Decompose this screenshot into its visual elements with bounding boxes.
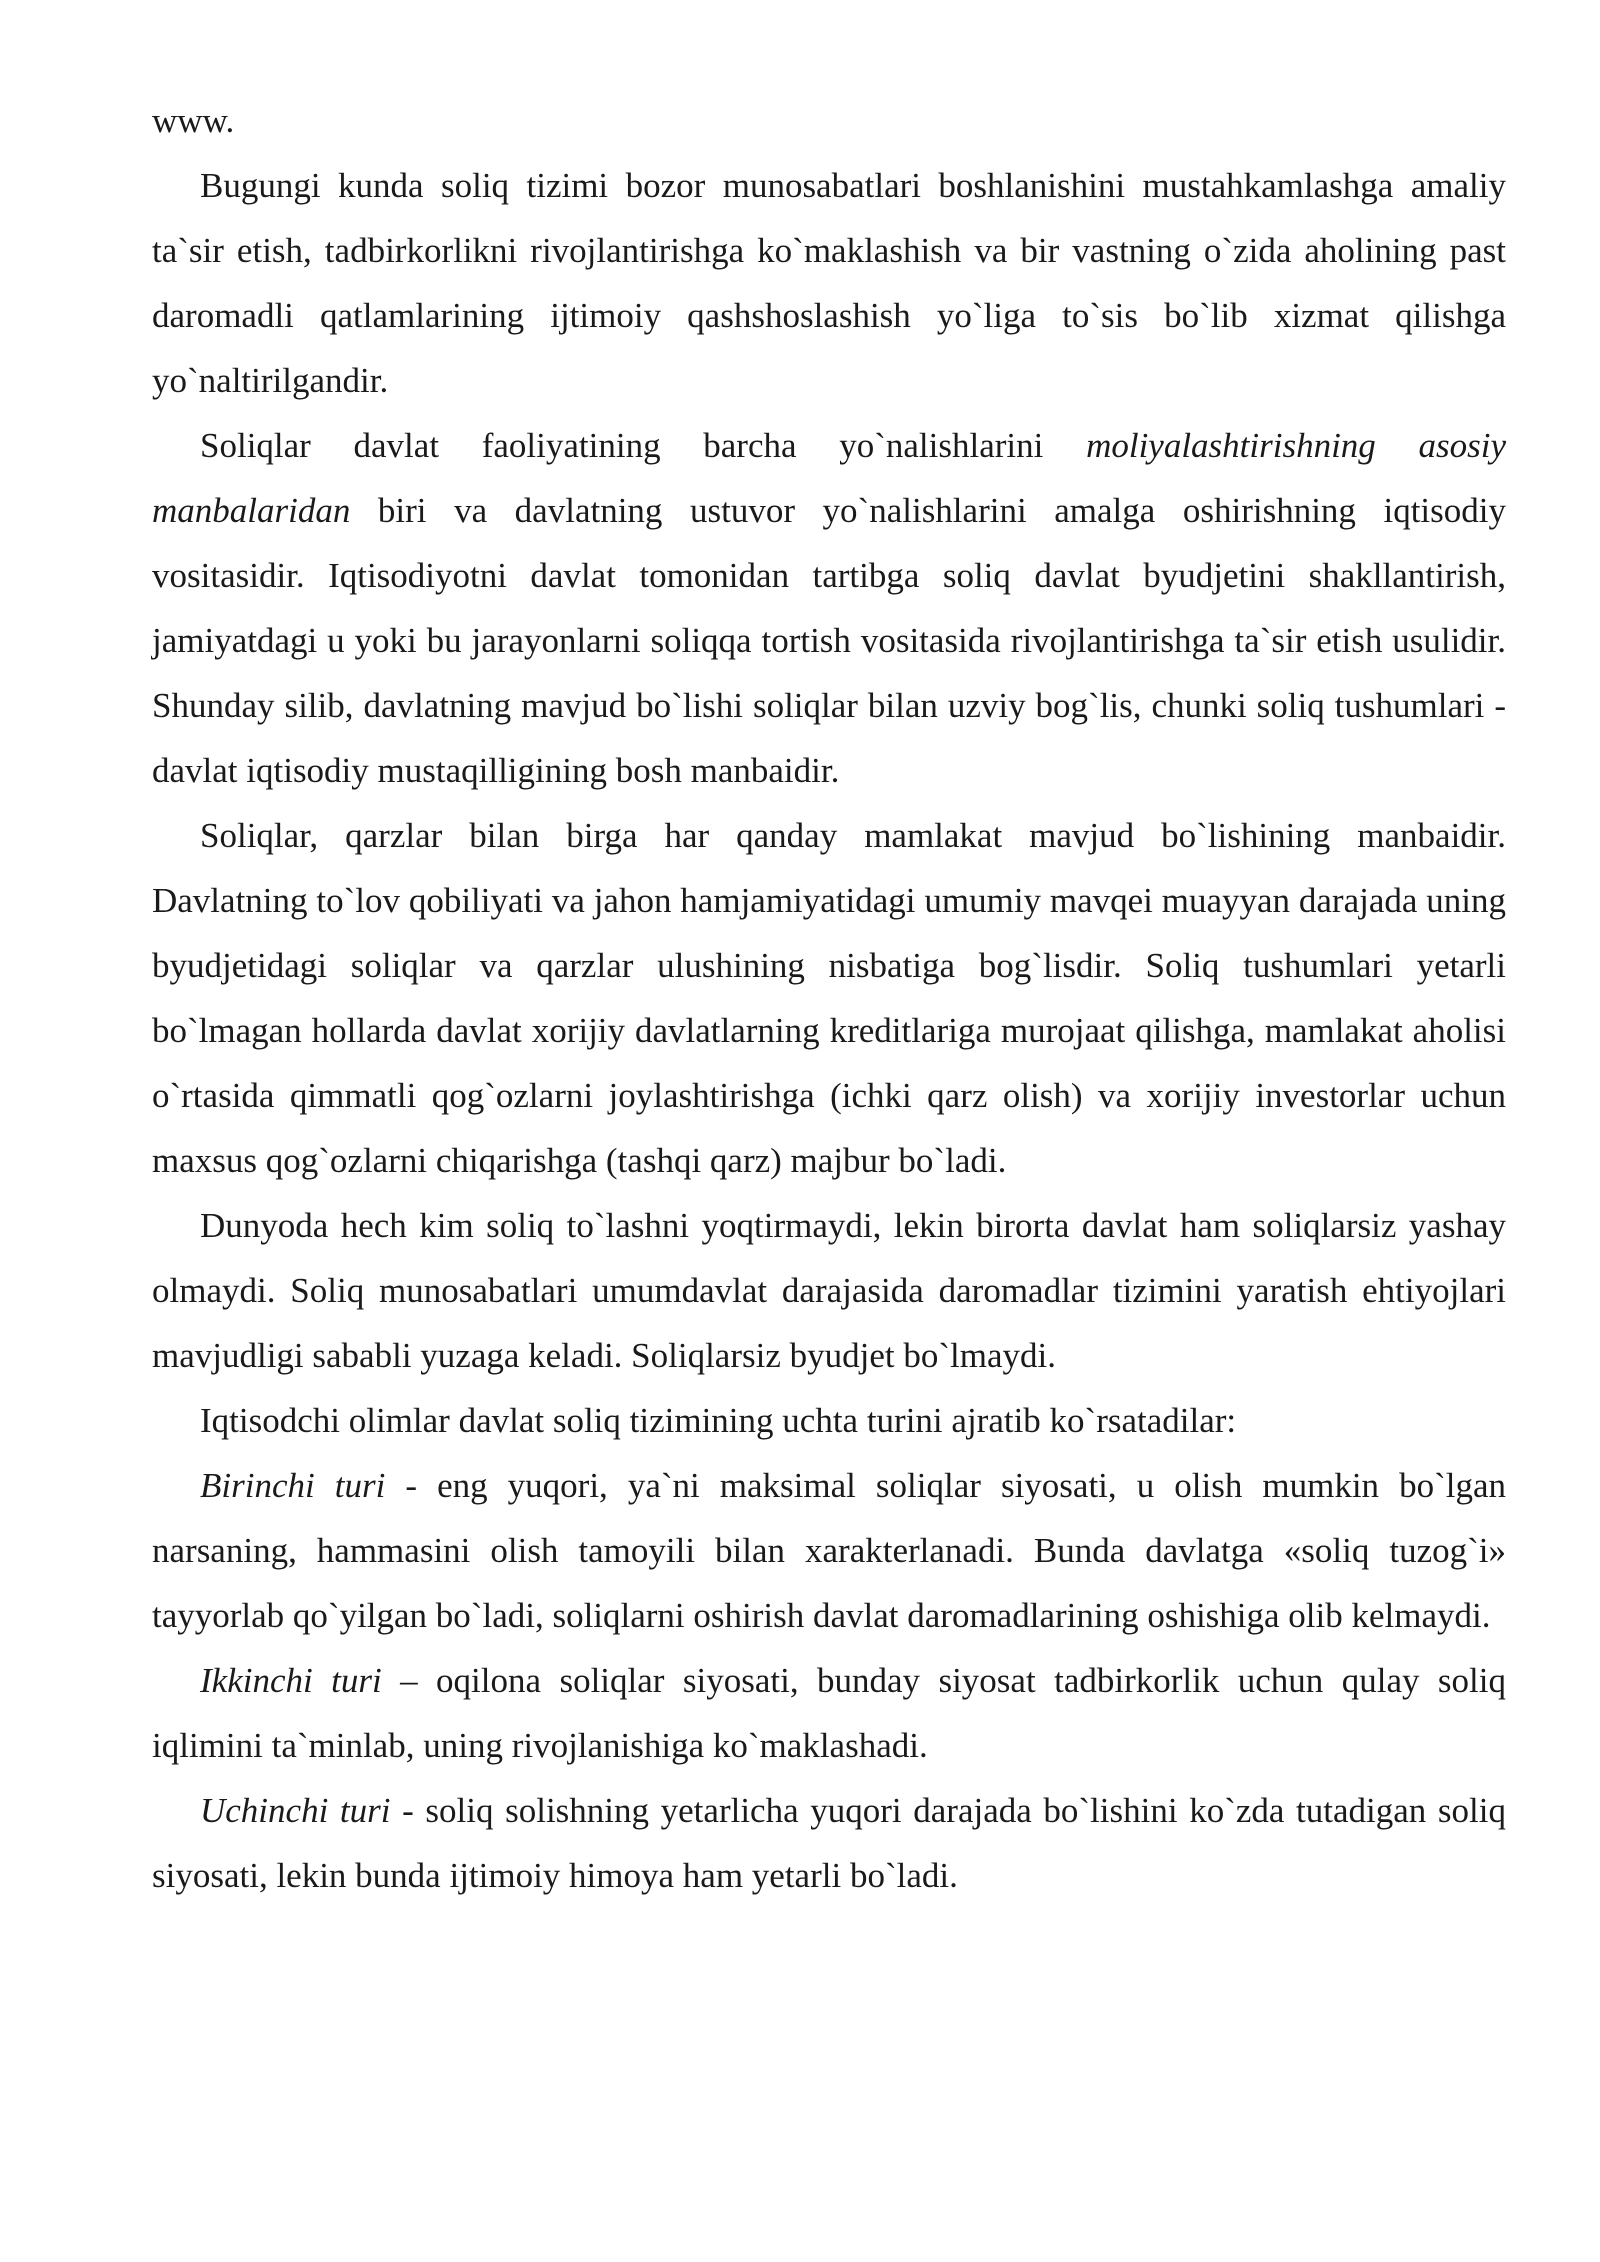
paragraph-2-emphasis: moliyalashtirishning asosiy manbalaridan (152, 426, 1506, 530)
paragraph-6-term: Birinchi turi (200, 1466, 386, 1505)
paragraph-3: Soliqlar, qarzlar bilan birga har qanday mamlakat mavjud bo`lishining manbaidir. Davlatning to`lov qobiliyati va jahon hamjamiyatidagi umumiy mavqei muayyan darajada uning byudjetidagi soliqlar va qarzlar ulushining nisbatiga bog`lisdir. Soliq tushumlari yetarli bo`lmagan hollarda davlat xorijiy davlatlarning kreditlariga murojaat qilishga, mamlakat aholisi o`rtasida qimmatli qog`ozlarni joylashtirishga (ichki qarz olish) va xorijiy investorlar uchun maxsus qog`ozlarni chiqarishga (tashqi qarz) majbur bo`ladi. (152, 816, 1506, 1180)
paragraph-2-rest: biri va davlatning ustuvor yo`nalishlarini amalga oshirishning iqtisodiy vositasidir. Iqtisodiyotni davlat tomonidan tartibga soliq davlat byudjetini shakllantirish, jamiyatdagi u yoki bu jarayonlarni soliqqa tortish vositasida rivojlantirishga ta`sir etish usulidir. Shunday silib, davlatning mavjud bo`lishi soliqlar bilan uzviy bog`lis, chunki soliq tushumlari - davlat iqtisodiy mustaqilligining bosh manbaidir. (152, 491, 1506, 790)
paragraph-7 (152, 1648, 1506, 1778)
paragraph-7-rest: – oqilona soliqlar siyosati, bunday siyosat tadbirkorlik uchun qulay soliq iqlimini ta`minlab, uning rivojlanishiga ko`maklashadi. (152, 1661, 1506, 1765)
document-page (152, 88, 1506, 1908)
paragraph-6-rest: - eng yuqori, ya`ni maksimal soliqlar siyosati, u olish mumkin bo`lgan narsaning, hammasini olish tamoyili bilan xarakterlanadi. Bunda davlatga «soliq tuzog`i» tayyorlab qo`yilgan bo`ladi, soliqlarni oshirish davlat daromadlarining oshishiga olib kelmaydi. (152, 1466, 1506, 1635)
paragraph-5: Iqtisodchi olimlar davlat soliq tizimining uchta turini ajratib ko`rsatadilar: (200, 1401, 1237, 1440)
paragraph-2-lead: Soliqlar davlat faoliyatining barcha yo`nalishlarini (200, 426, 1087, 465)
paragraph-7-term: Ikkinchi turi (200, 1661, 382, 1700)
paragraph-8-rest: - soliq solishning yetarlicha yuqori darajada bo`lishini ko`zda tutadigan soliq siyosati, lekin bunda ijtimoiy himoya ham yetarli bo`ladi. (152, 1791, 1506, 1895)
paragraph-8-term: Uchinchi turi (200, 1791, 391, 1830)
header-url: www. (152, 101, 235, 140)
paragraph-4: Dunyoda hech kim soliq to`lashni yoqtirmaydi, lekin birorta davlat ham soliqlarsiz yashay olmaydi. Soliq munosabatlari umumdavlat darajasida daromadlar tizimini yaratish ehtiyojlari mavjudligi sababli yuzaga keladi. Soliqlarsiz byudjet bo`lmaydi. (152, 1206, 1506, 1375)
paragraph-6 (152, 1453, 1506, 1648)
paragraph-1: Bugungi kunda soliq tizimi bozor munosabatlari boshlanishini mustahkamlashga amaliy ta`sir etish, tadbirkorlikni rivojlantirishga ko`maklashish va bir vastning o`zida aholining past daromadli qatlamlarining ijtimoiy qashshoslashish yo`liga to`sis bo`lib xizmat qilishga yo`naltirilgandir. (152, 166, 1506, 400)
paragraph-8 (152, 1778, 1506, 1908)
paragraph-2 (152, 413, 1506, 803)
